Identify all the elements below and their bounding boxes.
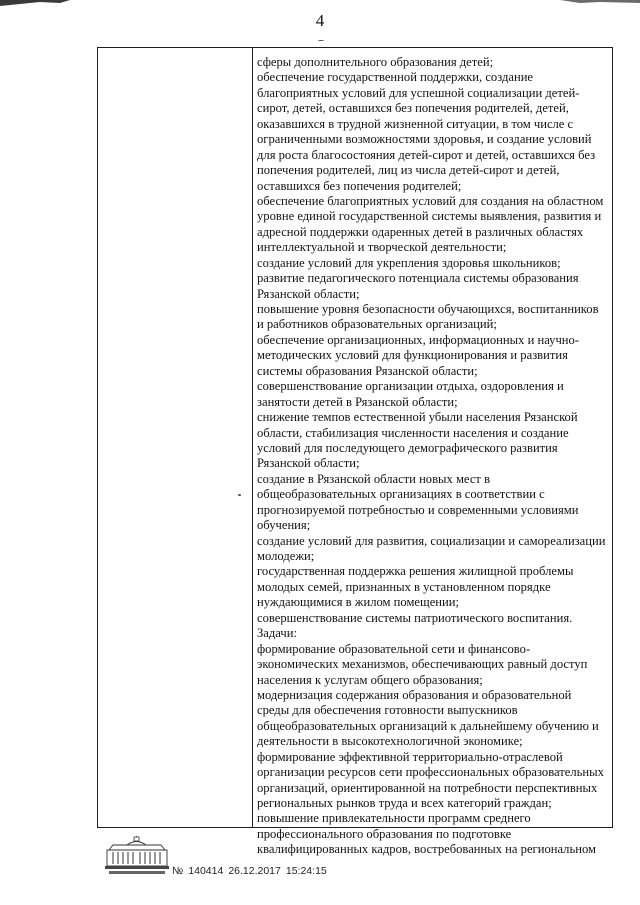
text-line: населения к услугам общего образования; [257, 672, 483, 687]
text-line: благоприятных условий для успешной социализации детей- [257, 85, 580, 100]
text-line: совершенствование системы патриотического воспитания. [257, 610, 573, 625]
document-number: 140414 [188, 865, 224, 877]
stamp-time: 15:24:15 [285, 865, 327, 877]
text-line: модернизация содержания образования и образовательной [257, 687, 572, 702]
building-emblem-icon [103, 836, 171, 876]
number-prefix: № [172, 865, 184, 877]
text-line: сферы дополнительного образования детей; [257, 55, 494, 69]
text-line: оказавшихся в трудной жизненной ситуации, в том числе с [257, 116, 574, 131]
text-line: Рязанской области; [257, 286, 360, 301]
footer-stamp [172, 865, 332, 877]
text-line: попечения родителей, лиц из числа детей-сирот и детей, [257, 163, 560, 178]
text-line: интеллектуальной и творческой деятельности; [257, 240, 507, 255]
table-column-divider [252, 48, 253, 827]
text-line: уровне единой государственной системы выявления, развития и [257, 209, 602, 224]
text-line: условий для последующего демографического развития [257, 440, 558, 455]
scan-edge-artifact [0, 0, 640, 10]
text-line: Задачи: [257, 626, 297, 641]
text-line: развитие педагогического потенциала системы образования [257, 271, 579, 286]
text-line: ограниченными возможностями здоровья, и создание условий [257, 132, 592, 147]
text-line: создание условий для укрепления здоровья школьников; [257, 255, 561, 270]
text-line: квалифицированных кадров, востребованных на региональном [257, 842, 596, 857]
text-line: общеобразовательных организациях в соответствии с [257, 487, 545, 502]
text-line: молодежи; [257, 549, 315, 563]
text-line: среды для обеспечения готовности выпускников [257, 703, 518, 718]
text-line: формирование эффективной территориально-отраслевой [257, 749, 563, 764]
text-line: создание условий для развития, социализации и самореализации [257, 533, 606, 548]
text-line: области, стабилизация численности населения и создание [257, 425, 569, 440]
text-line: молодых семей, признанных в установленном порядке [257, 579, 551, 594]
text-line: обеспечение государственной поддержки, создание [257, 70, 534, 85]
text-line: адресной поддержки одаренных детей в различных областях [257, 224, 584, 239]
table-left-cell [98, 48, 252, 827]
text-line: деятельности в высокотехнологичной экономике; [257, 734, 523, 749]
text-line: профессионального образования по подготовке [257, 826, 512, 841]
text-line: нуждающимися в жилом помещении; [257, 595, 460, 610]
text-line: совершенствование организации отдыха, оздоровления и [257, 379, 564, 394]
stamp-date: 26.12.2017 [228, 865, 281, 877]
text-line: для роста благосостояния детей-сирот и детей, оставшихся без [257, 147, 596, 162]
text-line: повышение привлекательности программ среднего [257, 811, 531, 826]
text-line: общеобразовательных организаций к дальнейшему обучению и [257, 718, 599, 733]
page-number: 4 [315, 11, 325, 30]
text-line: организаций, ориентированной на потребности перспективных [257, 780, 598, 795]
document-table [97, 47, 613, 857]
text-line: экономических механизмов, обеспечивающих равный доступ [257, 657, 588, 672]
text-line: создание в Рязанской области новых мест в [257, 471, 491, 486]
text-line: снижение темпов естественной убыли населения Рязанской [257, 410, 578, 425]
text-line: повышение уровня безопасности обучающихся, воспитанников [257, 302, 599, 316]
text-line: региональных рынков труда и всех категорий граждан; [257, 796, 552, 810]
text-line: методических условий для функционирования и развития [257, 348, 568, 363]
text-line: Рязанской области; [257, 456, 360, 471]
text-line: и работников образовательных организаций; [257, 317, 497, 332]
text-line: оставшихся без попечения родителей; [257, 178, 462, 193]
text-line: занятости детей в Рязанской области; [257, 394, 458, 409]
text-line: формирование образовательной сети и финансово- [257, 641, 531, 656]
text-line: системы образования Рязанской области; [257, 363, 478, 378]
table-right-cell [257, 55, 610, 858]
text-line: организации ресурсов сети профессиональных образовательных [257, 765, 604, 780]
scan-speck [318, 40, 324, 41]
text-line: сирот, детей, оставшихся без попечения родителей, детей, [257, 101, 569, 116]
text-line: обеспечение благоприятных условий для создания на областном [257, 193, 604, 208]
text-line: обеспечение организационных, информационных и научно- [257, 332, 580, 347]
text-line: государственная поддержка решения жилищной проблемы [257, 564, 574, 579]
text-line: обучения; [257, 518, 311, 533]
text-line: прогнозируемой потребностью и современными условиями [257, 502, 579, 517]
scan-speck [238, 494, 241, 496]
